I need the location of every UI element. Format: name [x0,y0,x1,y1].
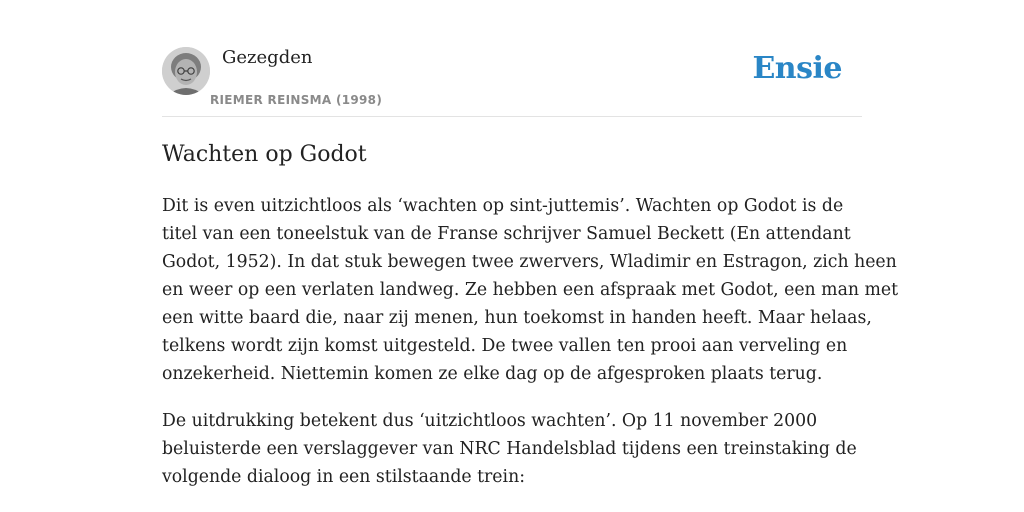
header [162,0,862,117]
ensie-logo[interactable]: Ensie [752,51,842,86]
paragraph-line: Dit is even uitzichtloos als ‘wachten op sint-juttemis’. Wachten op Godot is de [162,196,844,216]
page-container [162,0,899,487]
author-avatar[interactable] [162,47,210,95]
entry-title: Wachten op Godot [162,142,367,167]
entry-paragraph-1 [162,192,899,388]
paragraph-line: volgende dialoog in een stilstaande trein: [162,467,526,487]
paragraph-line: en weer op een verlaten landweg. Ze hebben een afspraak met Godot, een man met [162,280,899,300]
portrait-icon [162,47,210,95]
paragraph-line: een witte baard die, naar zij menen, hun toekomst in handen heeft. Maar helaas, [162,308,872,328]
source-title-link[interactable]: Gezegden [222,47,313,68]
author-credit: RIEMER REINSMA (1998) [210,93,383,107]
paragraph-line: Godot, 1952). In dat stuk bewegen twee zwervers, Wladimir en Estragon, zich heen [162,252,897,272]
paragraph-line: telkens wordt zijn komst uitgesteld. De twee vallen ten prooi aan verveling en [162,336,848,356]
paragraph-line: De uitdrukking betekent dus ‘uitzichtloos wachten’. Op 11 november 2000 [162,411,818,431]
entry-paragraph-2 [162,407,862,491]
paragraph-line: beluisterde een verslaggever van NRC Handelsblad tijdens een treinstaking de [162,439,857,459]
paragraph-line: titel van een toneelstuk van de Franse schrijver Samuel Beckett (En attendant [162,224,851,244]
paragraph-line: onzekerheid. Niettemin komen ze elke dag op de afgesproken plaats terug. [162,364,823,384]
